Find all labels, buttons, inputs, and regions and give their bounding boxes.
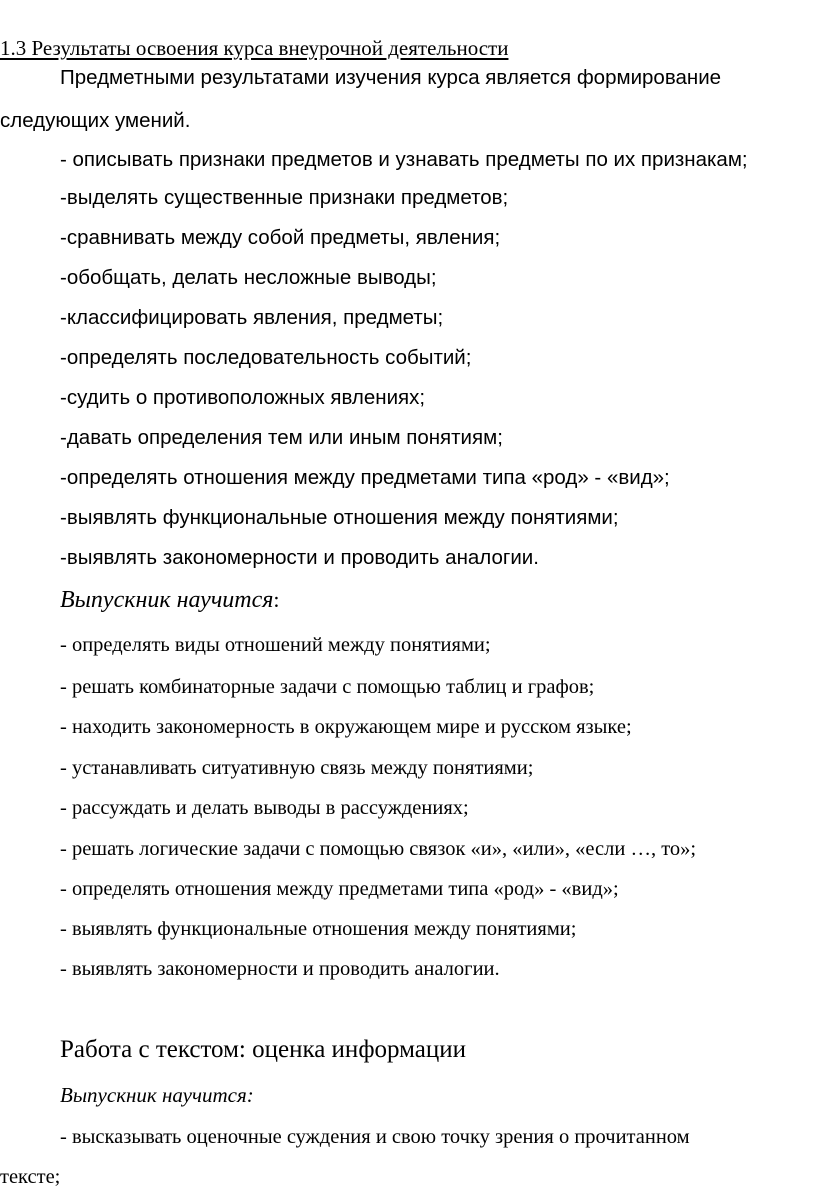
skill-item: -определять последовательность событий;: [60, 346, 472, 369]
graduate-item: - находить закономерность в окружающем мире и русском языке;: [60, 716, 632, 738]
skill-item: -сравнивать между собой предметы, явления;: [60, 226, 501, 249]
graduate-item: - выявлять функциональные отношения между понятиями;: [60, 918, 577, 940]
skill-item: -давать определения тем или иным понятиям;: [60, 426, 503, 449]
skill-item: - описывать признаки предметов и узнавать предметы по их признакам;: [60, 148, 748, 171]
skill-item: -судить о противоположных явлениях;: [60, 386, 426, 409]
text-work-item-line-1: - высказывать оценочные суждения и свою точку зрения о прочитанном: [60, 1126, 690, 1148]
intro-line-1: Предметными результатами изучения курса является формирование: [60, 66, 722, 89]
skill-item: -классифицировать явления, предметы;: [60, 306, 444, 329]
skill-item: -выявлять функциональные отношения между понятиями;: [60, 506, 619, 529]
graduate-heading-colon: :: [273, 587, 280, 612]
skill-item: -выделять существенные признаки предметов;: [60, 186, 509, 209]
graduate-item: - решать логические задачи с помощью связок «и», «или», «если …, то»;: [60, 838, 697, 860]
text-work-subheading: Выпускник научится:: [60, 1083, 254, 1107]
graduate-heading: [60, 588, 280, 613]
graduate-heading-text: Выпускник научится: [60, 587, 274, 613]
graduate-item: - решать комбинаторные задачи с помощью таблиц и графов;: [60, 676, 595, 698]
skill-item: -обобщать, делать несложные выводы;: [60, 266, 437, 289]
graduate-item: - выявлять закономерности и проводить аналогии.: [60, 958, 500, 980]
text-work-heading: Работа с текстом: оценка информации: [60, 1036, 467, 1063]
section-title: 1.3 Результаты освоения курса внеурочной деятельности: [0, 36, 509, 60]
graduate-item: - устанавливать ситуативную связь между понятиями;: [60, 757, 534, 779]
text-work-item-line-2: тексте;: [0, 1166, 61, 1188]
skill-item: -определять отношения между предметами типа «род» - «вид»;: [60, 466, 670, 489]
skill-item: -выявлять закономерности и проводить аналогии.: [60, 546, 539, 569]
graduate-item: - определять виды отношений между понятиями;: [60, 634, 491, 656]
graduate-item: - рассуждать и делать выводы в рассуждениях;: [60, 797, 469, 819]
intro-line-2: следующих умений.: [0, 109, 191, 132]
graduate-item: - определять отношения между предметами типа «род» - «вид»;: [60, 878, 619, 900]
